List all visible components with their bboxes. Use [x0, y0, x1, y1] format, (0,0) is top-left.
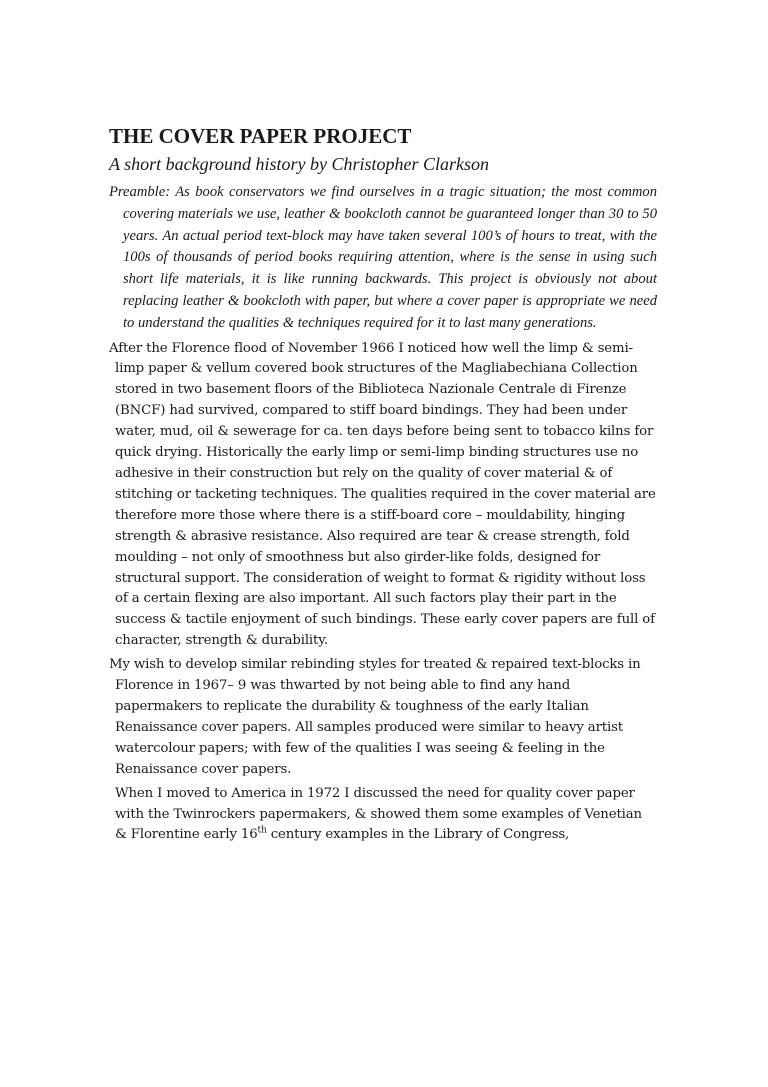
paragraph-florence-flood: After the Florence flood of November 1966 I noticed how well the limp & semi-limp paper & vellum covered book structures of the Magliabechiana Collection stored in two basement floors of the Biblioteca Nazionale Centrale di Firenze (BNCF) had survived, compared to stiff board bindings. They had been under water, mud, oil & sewerage for ca. ten days before being sent to tobacco kilns for quick drying. Historically the early limp or semi-limp binding structures use no adhesive in their construction but rely on the quality of cover material & of stitching or tacketing techniques. The qualities required in the cover material are therefore more those where there is a stiff-board core – mouldability, hinging strength & abrasive resistance. Also required are tear & crease strength, fold moulding – not only of smoothness but also girder-like folds, designed for structural support. The consideration of weight to format & rigidity without loss of a certain flexing are also important. All such factors play their part in the success & tactile enjoyment of such bindings. These early cover papers are full of character, strength & durability. — [109, 340, 656, 649]
document-title: THE COVER PAPER PROJECT — [109, 124, 412, 148]
paragraph-rebinding-wish: My wish to develop similar rebinding styles for treated & repaired text-blocks in Florence in 1967– 9 was thwarted by not being able to find any hand papermakers to replicate the durability & toughness of the early Italian Renaissance cover papers. All samples produced were similar to heavy artist watercolour papers; with few of the qualities I was seeing & feeling in the Renaissance cover papers. — [109, 657, 641, 777]
paragraph-america-text-end: century examples in the Library of Congress, — [266, 827, 570, 843]
document-subtitle: A short background history by Christopher Clarkson — [109, 154, 490, 174]
paragraph-america-move — [109, 784, 657, 847]
preamble-paragraph: Preamble: As book conservators we find ourselves in a tragic situation; the most common covering materials we use, leather & bookcloth cannot be guaranteed longer than 30 to 50 years. An actual period text-block may have taken several 100’s of hours to treat, with the 100s of thousands of period books requiring attention, where is the sense in using such short life materials, it is like running backwards. This project is obviously not about replacing leather & bookcloth with paper, but where a cover paper is appropriate we need to understand the qualities & techniques required for it to last many generations. — [109, 184, 657, 331]
document-body — [109, 123, 657, 849]
paragraph-america-text: When I moved to America in 1972 I discussed the need for quality cover paper with the Twinrockers papermakers, & showed them some examples of Venetian & Florentine early 16 — [115, 785, 642, 843]
superscript-th: th — [257, 826, 267, 836]
